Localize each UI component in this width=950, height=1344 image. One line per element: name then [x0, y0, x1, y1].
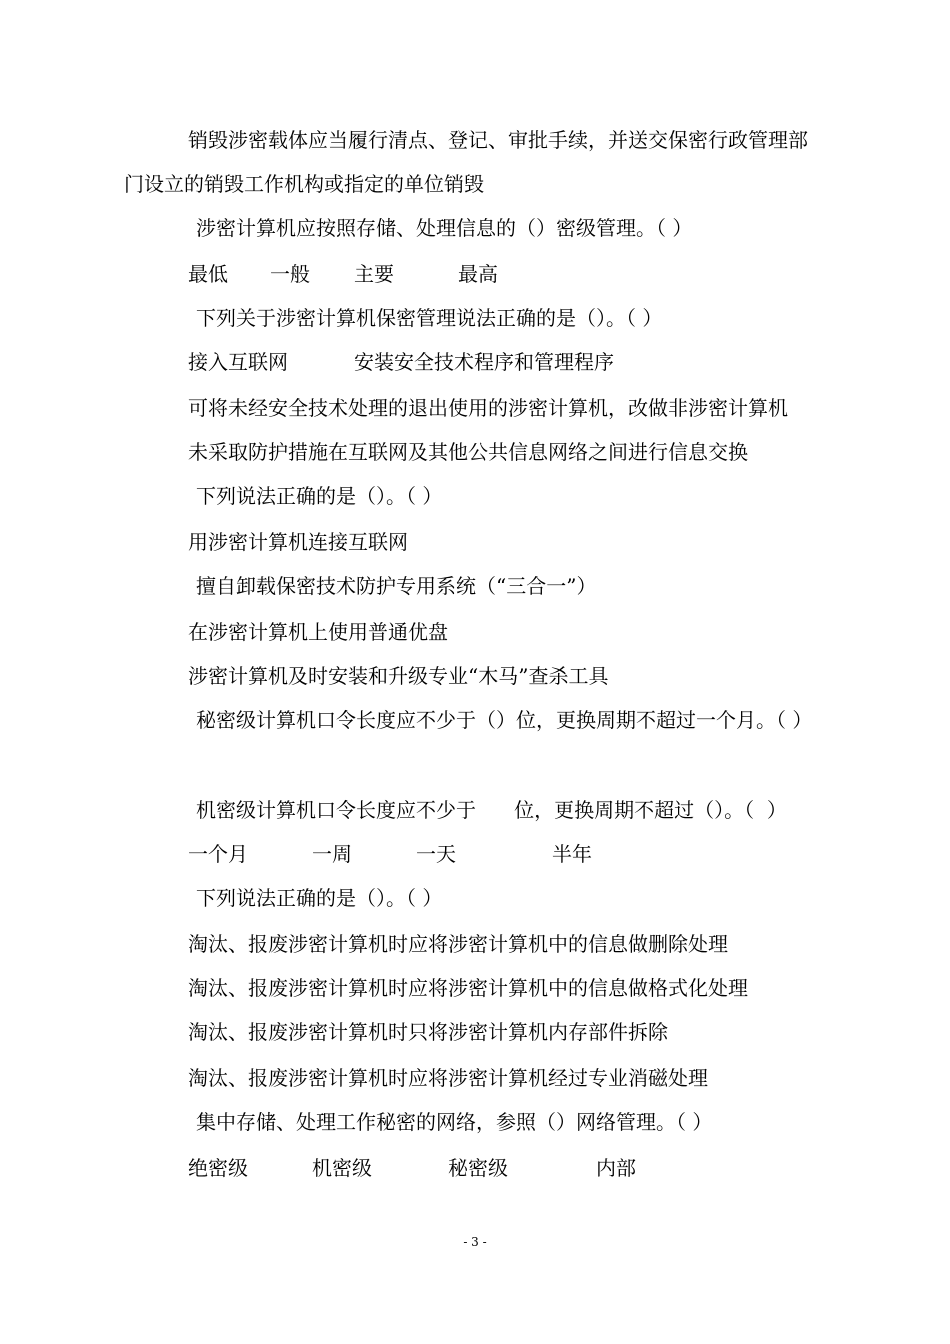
option-line: 淘汰、报废涉密计算机时应将涉密计算机中的信息做格式化处理 [188, 976, 748, 1000]
question-line: 集中存储、处理工作秘密的网络，参照（）网络管理。（ ） [196, 1110, 713, 1134]
page-number: - 3 - [463, 1235, 487, 1249]
option: 一周 [312, 842, 352, 866]
question-line: 涉密计算机应按照存储、处理信息的（）密级管理。（ ） [196, 216, 693, 240]
option-line: 在涉密计算机上使用普通优盘 [188, 620, 448, 644]
option-line: 未采取防护措施在互联网及其他公共信息网络之间进行信息交换 [188, 440, 748, 464]
question-line: 机密级计算机口令长度应不少于 位，更换周期不超过（）。（ ） [196, 798, 787, 822]
question-line: 秘密级计算机口令长度应不少于（）位，更换周期不超过一个月。（ ） [196, 708, 813, 732]
option-line: 涉密计算机及时安装和升级专业“木马”查杀工具 [188, 664, 609, 688]
option-line: 擅自卸载保密技术防护专用系统（“三合一”） [196, 574, 597, 598]
paragraph-line: 门设立的销毁工作机构或指定的单位销毁 [124, 172, 484, 196]
option: 一天 [416, 842, 456, 866]
option: 安装安全技术程序和管理程序 [354, 350, 614, 374]
option: 一个月 [188, 842, 248, 866]
option-line: 可将未经安全技术处理的退出使用的涉密计算机，改做非涉密计算机 [188, 396, 788, 420]
paragraph-line: 销毁涉密载体应当履行清点、登记、审批手续，并送交保密行政管理部 [188, 128, 808, 152]
question-line: 下列关于涉密计算机保密管理说法正确的是（）。（ ） [196, 306, 663, 330]
option: 一般 [270, 262, 310, 286]
option-line: 用涉密计算机连接互联网 [188, 530, 408, 554]
option: 主要 [354, 262, 394, 286]
option-line: 淘汰、报废涉密计算机时应将涉密计算机中的信息做删除处理 [188, 932, 728, 956]
option: 最高 [458, 262, 498, 286]
option: 内部 [596, 1156, 636, 1180]
option: 接入互联网 [188, 350, 288, 374]
option: 秘密级 [448, 1156, 508, 1180]
question-line: 下列说法正确的是（）。（ ） [196, 886, 443, 910]
option: 机密级 [312, 1156, 372, 1180]
option: 最低 [188, 262, 228, 286]
option-line: 淘汰、报废涉密计算机时应将涉密计算机经过专业消磁处理 [188, 1066, 708, 1090]
option: 绝密级 [188, 1156, 248, 1180]
question-line: 下列说法正确的是（）。（ ） [196, 484, 443, 508]
option: 半年 [552, 842, 592, 866]
option-line: 淘汰、报废涉密计算机时只将涉密计算机内存部件拆除 [188, 1020, 668, 1044]
